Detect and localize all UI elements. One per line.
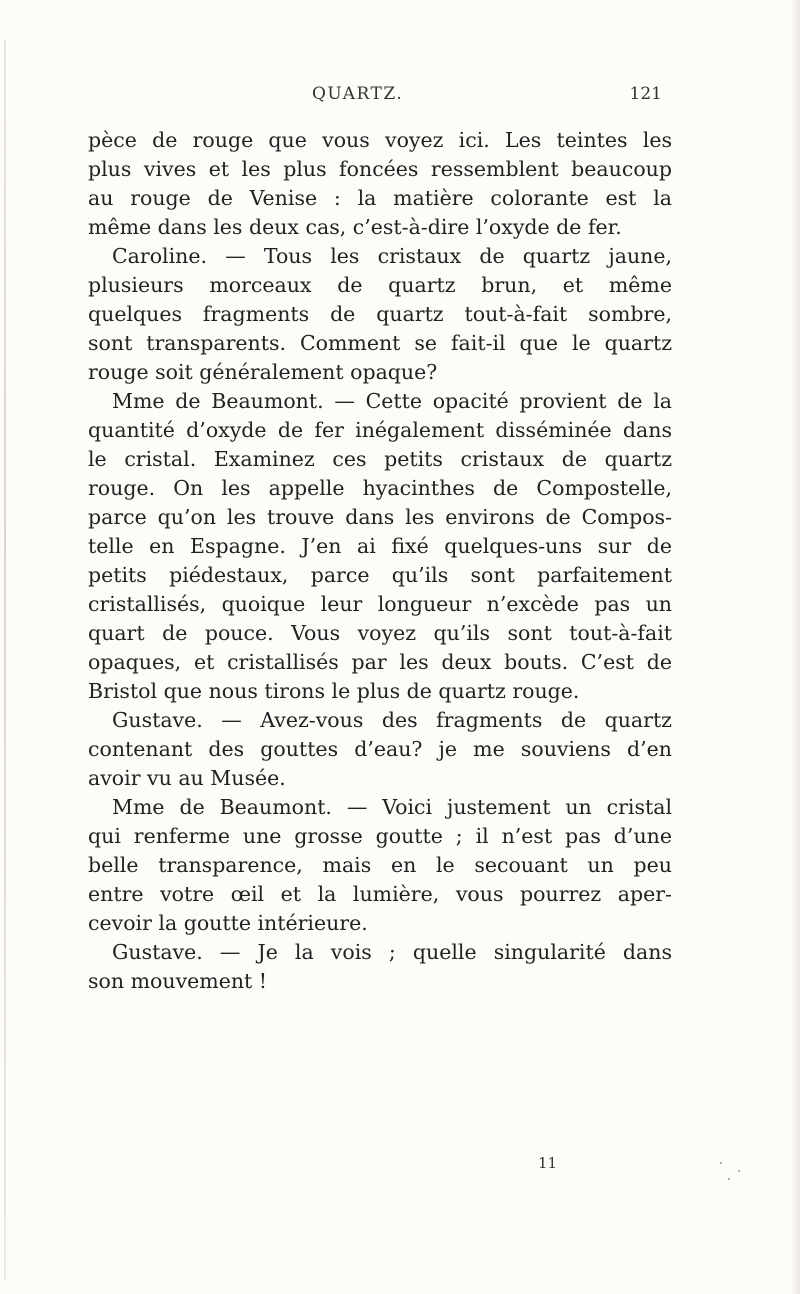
text-line: sont transparents. Comment se fait-il que le quartz xyxy=(88,331,672,355)
text-line: au rouge de Venise : la matière colorante est la xyxy=(88,186,672,210)
text-line: contenant des gouttes d’eau? je me souviens d’en xyxy=(88,737,672,761)
text-line: pèce de rouge que vous voyez ici. Les teintes les xyxy=(88,128,672,152)
text-line: avoir vu au Musée. xyxy=(88,766,286,790)
page-header xyxy=(312,84,662,114)
body-text xyxy=(88,126,672,996)
text-line: belle transparence, mais en le secouant un peu xyxy=(88,853,672,877)
text-line: rouge. On les appelle hyacinthes de Compostelle, xyxy=(88,476,672,500)
text-line: entre votre œil et la lumière, vous pourrez aper- xyxy=(88,882,672,906)
text-line: son mouvement ! xyxy=(88,969,268,993)
paper-speck xyxy=(728,1178,730,1180)
text-line: telle en Espagne. J’en ai fixé quelques-uns sur de xyxy=(88,534,672,558)
signature-mark: 11 xyxy=(538,1154,558,1172)
text-line: Mme de Beaumont. — Cette opacité provient de la xyxy=(112,389,672,413)
paper-speck xyxy=(720,1162,722,1164)
text-line: Bristol que nous tirons le plus de quartz rouge. xyxy=(88,679,580,703)
text-line: le cristal. Examinez ces petits cristaux de quartz xyxy=(88,447,672,471)
text-line: Gustave. — Avez-vous des fragments de quartz xyxy=(112,708,672,732)
page-edge-shadow xyxy=(790,0,800,1294)
text-line: petits piédestaux, parce qu’ils sont parfaitement xyxy=(88,563,672,587)
page-number: 121 xyxy=(629,84,662,104)
paper-speck xyxy=(738,1170,740,1172)
text-line: Caroline. — Tous les cristaux de quartz jaune, xyxy=(112,244,672,268)
text-line: parce qu’on les trouve dans les environs de Compos- xyxy=(88,505,672,529)
text-line: quelques fragments de quartz tout-à-fait sombre, xyxy=(88,302,672,326)
text-line: opaques, et cristallisés par les deux bouts. C’est de xyxy=(88,650,672,674)
text-line: quart de pouce. Vous voyez qu’ils sont tout-à-fait xyxy=(88,621,672,645)
text-line: Mme de Beaumont. — Voici justement un cristal xyxy=(112,795,672,819)
text-line: quantité d’oxyde de fer inégalement disséminée dans xyxy=(88,418,672,442)
text-line: même dans les deux cas, c’est-à-dire l’oxyde de fer. xyxy=(88,215,622,239)
text-line: cevoir la goutte intérieure. xyxy=(88,911,368,935)
text-line: rouge soit généralement opaque? xyxy=(88,360,438,384)
running-head: QUARTZ. xyxy=(312,84,404,104)
text-line: plus vives et les plus foncées ressemblent beaucoup xyxy=(88,157,672,181)
text-line: qui renferme une grosse goutte ; il n’est pas d’une xyxy=(88,824,672,848)
text-line: Gustave. — Je la vois ; quelle singularité dans xyxy=(112,940,672,964)
text-line: plusieurs morceaux de quartz brun, et même xyxy=(88,273,672,297)
page-gutter-shadow xyxy=(4,40,6,1280)
text-line: cristallisés, quoique leur longueur n’excède pas un xyxy=(88,592,672,616)
